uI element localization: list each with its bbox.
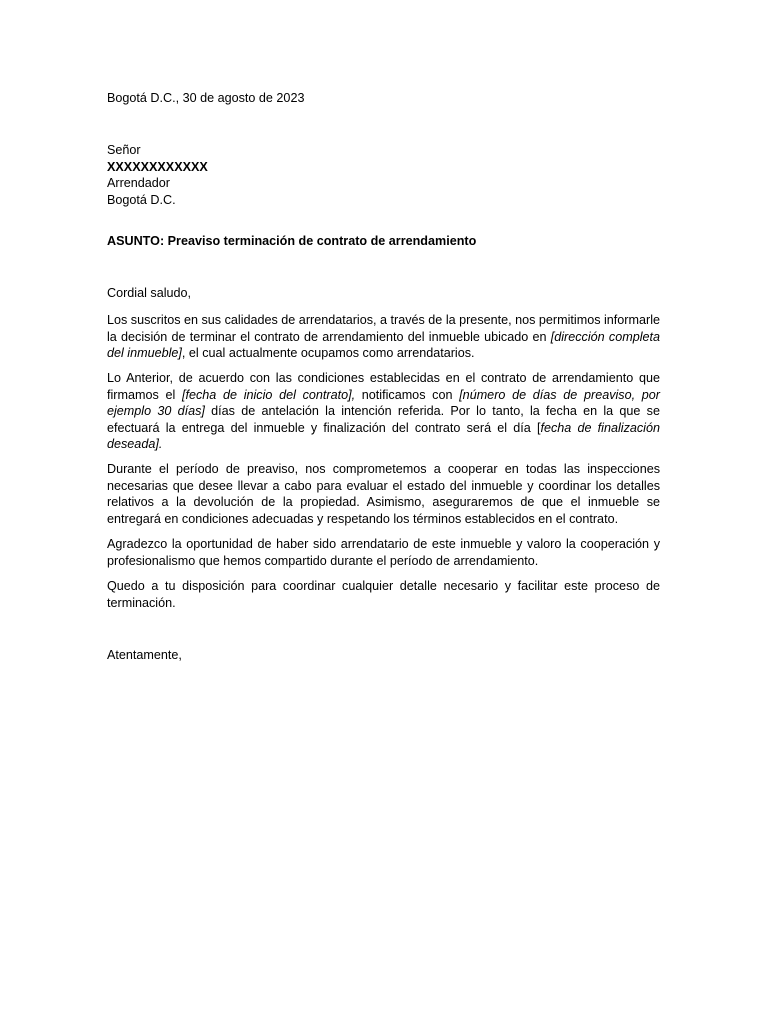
paragraph-5	[107, 578, 660, 611]
p1-placeholder-address: [dirección completa del inmueble]	[107, 329, 660, 361]
recipient-city: Bogotá D.C.	[107, 192, 176, 207]
paragraph-2-text	[107, 370, 660, 453]
p2-part-e: días de antelación la intención referida. Por lo tanto, la fecha en la que se efectuará la entrega del inmueble y finalización del contrato será el día [	[107, 404, 660, 435]
p2-part-a: Lo Anterior, de acuerdo con las condiciones establecidas en el contrato de arrendamiento que firmamos el	[107, 371, 660, 402]
paragraph-2	[107, 370, 660, 453]
paragraph-4-text: Agradezco la oportunidad de haber sido arrendatario de este inmueble y valoro la cooperación y profesionalismo que hemos compartido durante el período de arrendamiento.	[107, 537, 660, 568]
closing-line	[107, 647, 660, 664]
paragraph-1-text	[107, 312, 660, 362]
date-text: Bogotá D.C., 30 de agosto de 2023	[107, 91, 305, 105]
recipient-name: XXXXXXXXXXXX	[107, 159, 208, 174]
p2-placeholder-end-date: fecha de finalización deseada].	[107, 420, 660, 452]
subject-text: ASUNTO: Preaviso terminación de contrato de arrendamiento	[107, 234, 477, 248]
paragraph-3-text: Durante el período de preaviso, nos comprometemos a cooperar en todas las inspecciones necesarias que desee llevar a cabo para evaluar el estado del inmueble y coordinar los detalles relativos a la devolución de la propiedad. Asimismo, aseguraremos de que el inmueble se entregará en condiciones adecuadas y respetando los términos establecidos en el contrato.	[107, 462, 660, 526]
paragraph-4	[107, 536, 660, 569]
subject-line	[107, 233, 660, 250]
greeting-line	[107, 285, 660, 302]
paragraph-5-text: Quedo a tu disposición para coordinar cualquier detalle necesario y facilitar este proceso de terminación.	[107, 579, 660, 610]
paragraph-3	[107, 461, 660, 527]
p1-part-a: Los suscritos en sus calidades de arrendatarios, a través de la presente, nos permitimos informarle la decisión de terminar el contrato de arrendamiento del inmueble ubicado en	[107, 313, 660, 344]
p2-placeholder-notice-days: [número de días de preaviso, por ejemplo 30 días]	[107, 387, 660, 419]
p2-part-c: notificamos con	[355, 387, 460, 402]
p2-placeholder-start-date: [fecha de inicio del contrato],	[181, 387, 356, 402]
greeting-text: Cordial saludo,	[107, 286, 192, 300]
recipient-role: Arrendador	[107, 176, 171, 191]
p1-part-c: , el cual actualmente ocupamos como arrendatarios.	[181, 346, 475, 361]
date-line	[107, 90, 660, 107]
closing-text: Atentamente,	[107, 648, 182, 662]
paragraph-1	[107, 312, 660, 362]
recipient-block	[107, 142, 660, 208]
recipient-title: Señor	[107, 143, 141, 157]
